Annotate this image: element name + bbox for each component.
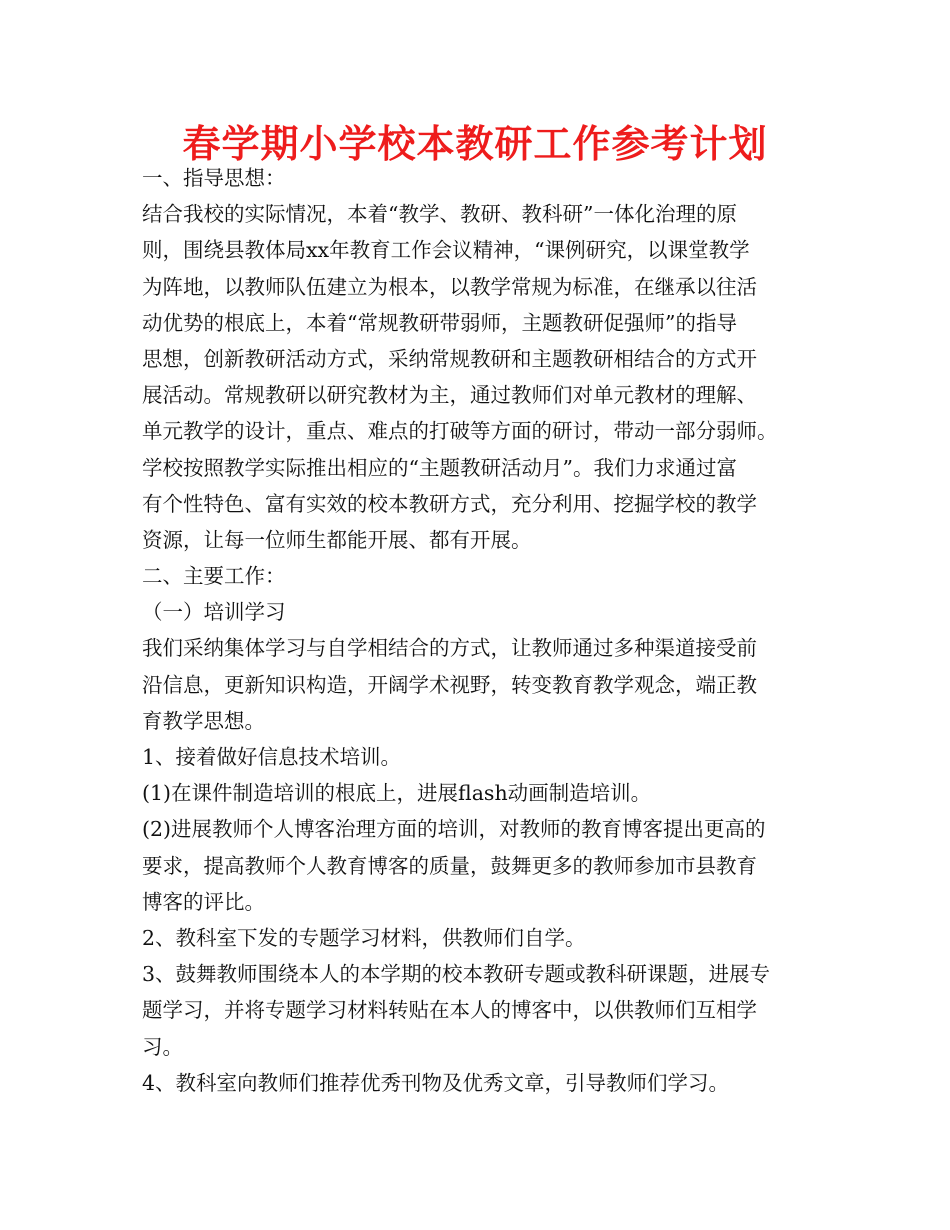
text-line: 题学习，并将专题学习材料转贴在本人的博客中，以供教师们互相学: [142, 998, 757, 1023]
list-item: 3、鼓舞教师围绕本人的本学期的校本教研专题或教科研课题，进展专: [142, 962, 771, 987]
text-line: 沿信息，更新知识构造，开阔学术视野，转变教育教学观念，端正教: [142, 672, 757, 697]
section-heading: 二、主要工作：: [142, 564, 286, 589]
text-line: 学校按照教学实际推出相应的“主题教研活动月”。我们力求通过富: [142, 455, 737, 480]
text-line: 博客的评比。: [142, 889, 265, 914]
text-line: 动优势的根底上，本着“常规教研带弱师，主题教研促强师”的指导: [142, 310, 737, 335]
document-title: 春学期小学校本教研工作参考计划: [182, 122, 768, 166]
text-line: 有个性特色、富有实效的校本教研方式，充分利用、挖掘学校的教学: [142, 491, 757, 516]
list-item: (2)进展教师个人博客治理方面的培训，对教师的教育博客提出更高的: [142, 817, 766, 842]
text-line: 则，围绕县教体局xx年教育工作会议精神，“课例研究，以课堂教学: [142, 238, 750, 263]
list-item: (1)在课件制造培训的根底上，进展flash动画制造培训。: [142, 781, 652, 806]
text-line: 育教学思想。: [142, 708, 265, 733]
text-line: 为阵地，以教师队伍建立为根本，以教学常规为标准，在继承以往活: [142, 274, 757, 299]
text-line: 资源，让每一位师生都能开展、都有开展。: [142, 527, 532, 552]
list-item: 2、教科室下发的专题学习材料，供教师们自学。: [142, 925, 586, 950]
text-line: 展活动。常规教研以研究教材为主，通过教师们对单元教材的理解、: [142, 383, 757, 408]
text-line: 一、指导思想：: [142, 166, 286, 190]
text-line: 思想，创新教研活动方式，采纳常规教研和主题教研相结合的方式开: [142, 346, 757, 371]
text-line: 我们采纳集体学习与自学相结合的方式，让教师通过多种渠道接受前: [142, 636, 757, 661]
subsection-heading: （一）培训学习: [142, 600, 286, 625]
text-line: 要求，提高教师个人教育博客的质量，鼓舞更多的教师参加市县教育: [142, 853, 757, 878]
text-line: 单元教学的设计，重点、难点的打破等方面的研讨，带动一部分弱师。: [142, 419, 778, 444]
list-item: 4、教科室向教师们推荐优秀刊物及优秀文章，引导教师们学习。: [142, 1070, 730, 1095]
text-line: 结合我校的实际情况，本着“教学、教研、教科研”一体化治理的原: [142, 202, 737, 227]
text-line: 习。: [142, 1034, 183, 1059]
document-body: [142, 160, 822, 1101]
list-item: 1、接着做好信息技术培训。: [142, 745, 402, 769]
